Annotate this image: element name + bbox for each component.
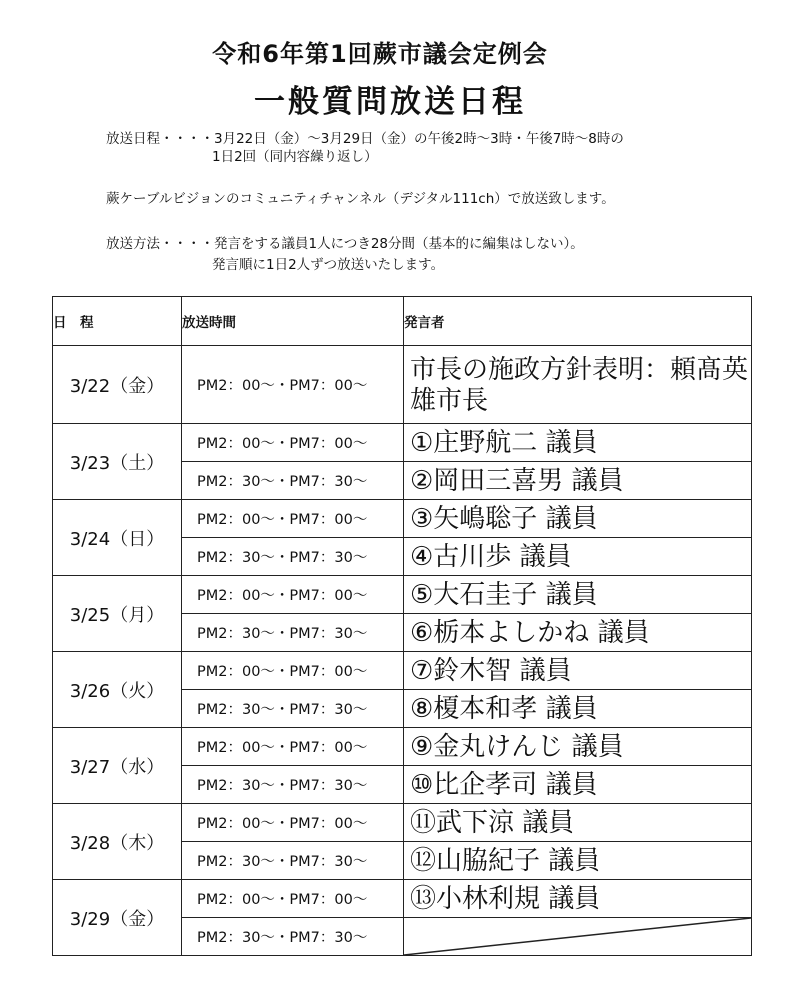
- date-cell: 3/23（土）: [53, 424, 182, 500]
- speaker-cell: ②岡田三喜男 議員: [404, 462, 752, 500]
- time-cell: PM2：00～・PM7：00～: [182, 346, 404, 424]
- table-row: [53, 500, 752, 538]
- table-row: [53, 880, 752, 918]
- speaker-cell: ⑨金丸けんじ 議員: [404, 728, 752, 766]
- time-cell: PM2：00～・PM7：00～: [182, 728, 404, 766]
- time-cell: PM2：00～・PM7：00～: [182, 424, 404, 462]
- column-header-speaker: 発言者: [404, 297, 752, 346]
- empty-speaker-cell: [404, 918, 752, 956]
- speaker-cell: ⑫山脇紀子 議員: [404, 842, 752, 880]
- time-cell: PM2：00～・PM7：00～: [182, 576, 404, 614]
- speaker-cell: ⑪武下涼 議員: [404, 804, 752, 842]
- table-row: [53, 728, 752, 766]
- speaker-cell: 市長の施政方針表明：頼髙英雄市長: [404, 346, 752, 424]
- speaker-cell: ⑦鈴木智 議員: [404, 652, 752, 690]
- table-row: [53, 652, 752, 690]
- time-cell: PM2：30～・PM7：30～: [182, 462, 404, 500]
- speaker-cell: ⑩比企孝司 議員: [404, 766, 752, 804]
- time-cell: PM2：00～・PM7：00～: [182, 804, 404, 842]
- time-cell: PM2：30～・PM7：30～: [182, 918, 404, 956]
- table-row: [53, 576, 752, 614]
- meeting-title: 令和6年第1回蕨市議会定例会: [212, 40, 548, 68]
- speaker-cell: ③矢嶋聡子 議員: [404, 500, 752, 538]
- speaker-cell: ⑥栃本よしかね 議員: [404, 614, 752, 652]
- diagonal-strike-line: [404, 918, 751, 955]
- time-cell: PM2：30～・PM7：30～: [182, 614, 404, 652]
- date-cell: 3/24（日）: [53, 500, 182, 576]
- column-header-time: 放送時間: [182, 297, 404, 346]
- date-cell: 3/29（金）: [53, 880, 182, 956]
- time-cell: PM2：00～・PM7：00～: [182, 500, 404, 538]
- speaker-cell: ⑧榎本和孝 議員: [404, 690, 752, 728]
- channel-info: 蕨ケーブルビジョンのコミュニティチャンネル（デジタル111ch）で放送致します。: [106, 191, 615, 207]
- table-row: [53, 424, 752, 462]
- time-cell: PM2：30～・PM7：30～: [182, 538, 404, 576]
- speaker-cell: ①庄野航二 議員: [404, 424, 752, 462]
- date-cell: 3/28（木）: [53, 804, 182, 880]
- schedule-info-line1: 放送日程・・・・3月22日（金）～3月29日（金）の午後2時～3時・午後7時～8時の: [106, 131, 624, 147]
- speaker-cell: ⑤大石圭子 議員: [404, 576, 752, 614]
- time-cell: PM2：30～・PM7：30～: [182, 690, 404, 728]
- method-info-line1: 放送方法・・・・発言をする議員1人につき28分間（基本的に編集はしない）。: [106, 236, 584, 252]
- table-header-row: [53, 297, 752, 346]
- schedule-info-line2: 1日2回（同内容繰り返し）: [212, 149, 378, 165]
- table-row: [53, 804, 752, 842]
- method-info-line2: 発言順に1日2人ずつ放送いたします。: [212, 257, 445, 273]
- page-title: 一般質問放送日程: [254, 84, 526, 120]
- date-cell: 3/26（火）: [53, 652, 182, 728]
- time-cell: PM2：00～・PM7：00～: [182, 652, 404, 690]
- column-header-date: 日 程: [53, 297, 182, 346]
- speaker-cell: ⑬小林利規 議員: [404, 880, 752, 918]
- time-cell: PM2：30～・PM7：30～: [182, 766, 404, 804]
- table-row: [53, 346, 752, 424]
- date-cell: 3/22（金）: [53, 346, 182, 424]
- time-cell: PM2：30～・PM7：30～: [182, 842, 404, 880]
- date-cell: 3/27（水）: [53, 728, 182, 804]
- speaker-cell: ④古川歩 議員: [404, 538, 752, 576]
- broadcast-schedule-table: [52, 296, 752, 956]
- date-cell: 3/25（月）: [53, 576, 182, 652]
- time-cell: PM2：00～・PM7：00～: [182, 880, 404, 918]
